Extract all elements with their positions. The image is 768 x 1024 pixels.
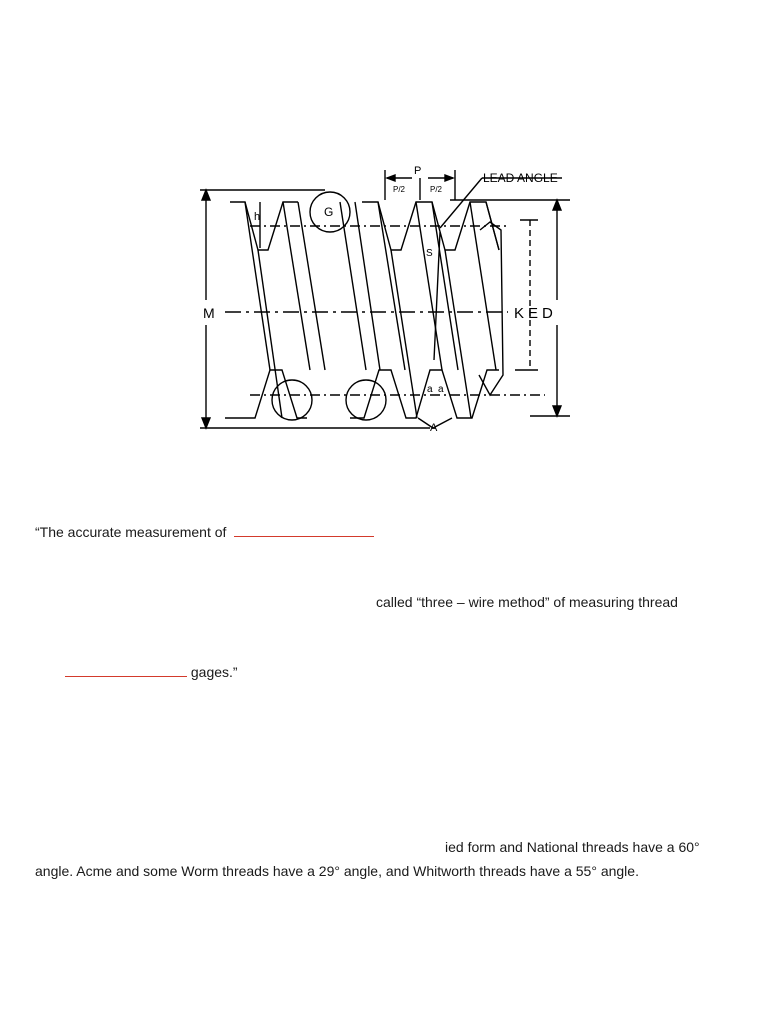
g-label: G — [324, 205, 334, 219]
quote-line-2: called “three – wire method” of measuring thread — [376, 594, 678, 610]
p-half-label-left: P/2 — [393, 185, 406, 194]
three-wire-thread-diagram — [190, 160, 580, 440]
fill-blank-2[interactable] — [65, 662, 187, 677]
quote-start-text: “The accurate measurement of — [35, 524, 227, 540]
paragraph-line-1: ied form and National threads have a 60° — [445, 839, 700, 855]
quote-line-3 — [65, 662, 238, 681]
p-half-label-right: P/2 — [430, 185, 443, 194]
m-label: M — [203, 305, 215, 321]
a-small-label-2: a — [438, 384, 444, 395]
paragraph-line-2: angle. Acme and some Worm threads have a 29° angle, and Whitworth threads have a 55° angle. — [35, 863, 639, 879]
a-small-label-1: a — [427, 384, 433, 395]
thread-diagram-svg — [190, 160, 580, 440]
p-label: P — [414, 165, 422, 177]
h-label: h — [254, 211, 261, 223]
a-label: A — [430, 422, 438, 434]
lead-angle-label: LEAD ANGLE — [483, 171, 558, 185]
s-label: S — [426, 248, 433, 259]
quote-end-text: gages.” — [190, 664, 238, 680]
fill-blank-1[interactable] — [234, 522, 374, 537]
ked-label: KED — [514, 305, 557, 322]
quote-line-1 — [35, 522, 374, 541]
